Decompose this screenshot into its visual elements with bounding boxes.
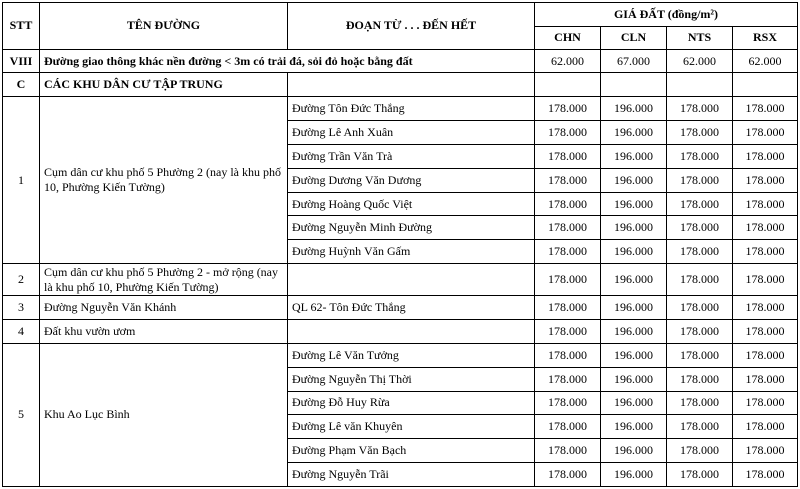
price-chn: 178.000 [535, 240, 601, 264]
price-nts: 178.000 [667, 463, 733, 487]
row-stt: 2 [3, 264, 40, 296]
header-row [3, 3, 798, 27]
price-nts: 178.000 [667, 192, 733, 216]
price-nts: 178.000 [667, 320, 733, 344]
header-stt: STT [3, 3, 40, 50]
price-nts: 178.000 [667, 367, 733, 391]
price-nts: 178.000 [667, 144, 733, 168]
empty-cell [535, 73, 601, 97]
price-rsx: 178.000 [733, 296, 798, 320]
price-rsx: 178.000 [733, 121, 798, 145]
price-chn: 178.000 [535, 144, 601, 168]
row-stt: 3 [3, 296, 40, 320]
price-cln: 196.000 [601, 343, 667, 367]
price-nts: 178.000 [667, 240, 733, 264]
header-gia-dat: GIÁ ĐẤT (đồng/m²) [535, 3, 798, 27]
row-stt: 4 [3, 320, 40, 344]
price-rsx: 178.000 [733, 415, 798, 439]
header-col-chn: CHN [535, 26, 601, 49]
row-name: Khu Ao Lục Bình [40, 343, 288, 486]
row-stt: VIII [3, 49, 40, 73]
price-cln: 196.000 [601, 97, 667, 121]
table-row [3, 97, 798, 121]
price-cln: 196.000 [601, 121, 667, 145]
price-rsx: 178.000 [733, 439, 798, 463]
segment: Đường Hoàng Quốc Việt [288, 192, 535, 216]
price-rsx: 62.000 [733, 49, 798, 73]
price-nts: 178.000 [667, 264, 733, 296]
price-chn: 178.000 [535, 367, 601, 391]
empty-cell [601, 73, 667, 97]
price-rsx: 178.000 [733, 168, 798, 192]
price-rsx: 178.000 [733, 216, 798, 240]
price-nts: 178.000 [667, 121, 733, 145]
section-title: CÁC KHU DÂN CƯ TẬP TRUNG [40, 73, 288, 97]
segment: Đường Lê văn Khuyên [288, 415, 535, 439]
table-row [3, 320, 798, 344]
row-stt: 1 [3, 97, 40, 264]
price-rsx: 178.000 [733, 97, 798, 121]
segment: Đường Tôn Đức Thắng [288, 97, 535, 121]
price-nts: 178.000 [667, 343, 733, 367]
price-chn: 62.000 [535, 49, 601, 73]
price-chn: 178.000 [535, 296, 601, 320]
price-nts: 62.000 [667, 49, 733, 73]
header-doan-tu: ĐOẠN TỪ . . . ĐẾN HẾT [288, 3, 535, 50]
price-chn: 178.000 [535, 439, 601, 463]
price-cln: 196.000 [601, 320, 667, 344]
price-chn: 178.000 [535, 97, 601, 121]
empty-cell [288, 73, 535, 97]
price-nts: 178.000 [667, 439, 733, 463]
row-name: Đường Nguyễn Văn Khánh [40, 296, 288, 320]
price-chn: 178.000 [535, 391, 601, 415]
segment: Đường Dương Văn Dương [288, 168, 535, 192]
price-chn: 178.000 [535, 264, 601, 296]
section-stt: C [3, 73, 40, 97]
price-nts: 178.000 [667, 415, 733, 439]
price-cln: 196.000 [601, 192, 667, 216]
segment: Đường Nguyễn Thị Thời [288, 367, 535, 391]
price-chn: 178.000 [535, 415, 601, 439]
header-col-cln: CLN [601, 26, 667, 49]
price-cln: 196.000 [601, 264, 667, 296]
segment: Đường Trần Văn Trà [288, 144, 535, 168]
segment: Đường Đỗ Huy Rừa [288, 391, 535, 415]
price-cln: 196.000 [601, 439, 667, 463]
row-stt: 5 [3, 343, 40, 486]
price-chn: 178.000 [535, 216, 601, 240]
segment: Đường Huỳnh Văn Gấm [288, 240, 535, 264]
table-row [3, 49, 798, 73]
segment: Đường Nguyễn Minh Đường [288, 216, 535, 240]
price-chn: 178.000 [535, 121, 601, 145]
price-rsx: 178.000 [733, 391, 798, 415]
price-nts: 178.000 [667, 391, 733, 415]
segment [288, 320, 535, 344]
table-row [3, 264, 798, 296]
price-chn: 178.000 [535, 192, 601, 216]
segment: QL 62- Tôn Đức Thắng [288, 296, 535, 320]
row-name: Đường giao thông khác nền đường < 3m có trải đá, sỏi đỏ hoặc bằng đất [40, 49, 535, 73]
price-cln: 196.000 [601, 296, 667, 320]
price-cln: 196.000 [601, 463, 667, 487]
price-rsx: 178.000 [733, 144, 798, 168]
price-chn: 178.000 [535, 343, 601, 367]
land-price-table [2, 2, 798, 487]
price-nts: 178.000 [667, 216, 733, 240]
price-nts: 178.000 [667, 168, 733, 192]
price-cln: 196.000 [601, 240, 667, 264]
price-cln: 196.000 [601, 144, 667, 168]
segment: Đường Lê Anh Xuân [288, 121, 535, 145]
price-cln: 196.000 [601, 391, 667, 415]
price-rsx: 178.000 [733, 264, 798, 296]
price-chn: 178.000 [535, 168, 601, 192]
price-rsx: 178.000 [733, 463, 798, 487]
segment: Đường Phạm Văn Bạch [288, 439, 535, 463]
table-row [3, 343, 798, 367]
segment [288, 264, 535, 296]
header-col-nts: NTS [667, 26, 733, 49]
header-ten-duong: TÊN ĐƯỜNG [40, 3, 288, 50]
section-row [3, 73, 798, 97]
price-rsx: 178.000 [733, 192, 798, 216]
price-cln: 196.000 [601, 168, 667, 192]
price-rsx: 178.000 [733, 320, 798, 344]
price-cln: 196.000 [601, 415, 667, 439]
header-col-rsx: RSX [733, 26, 798, 49]
row-name: Cụm dân cư khu phố 5 Phường 2 - mở rộng (nay là khu phố 10, Phường Kiến Tường) [40, 264, 288, 296]
empty-cell [667, 73, 733, 97]
price-chn: 178.000 [535, 320, 601, 344]
price-nts: 178.000 [667, 296, 733, 320]
empty-cell [733, 73, 798, 97]
segment: Đường Lê Văn Tưởng [288, 343, 535, 367]
price-rsx: 178.000 [733, 343, 798, 367]
table-row [3, 296, 798, 320]
price-nts: 178.000 [667, 97, 733, 121]
price-cln: 196.000 [601, 216, 667, 240]
price-cln: 67.000 [601, 49, 667, 73]
row-name: Đất khu vườn ươm [40, 320, 288, 344]
price-rsx: 178.000 [733, 367, 798, 391]
price-cln: 196.000 [601, 367, 667, 391]
price-chn: 178.000 [535, 463, 601, 487]
segment: Đường Nguyễn Trãi [288, 463, 535, 487]
price-rsx: 178.000 [733, 240, 798, 264]
row-name: Cụm dân cư khu phố 5 Phường 2 (nay là khu phố 10, Phường Kiến Tường) [40, 97, 288, 264]
